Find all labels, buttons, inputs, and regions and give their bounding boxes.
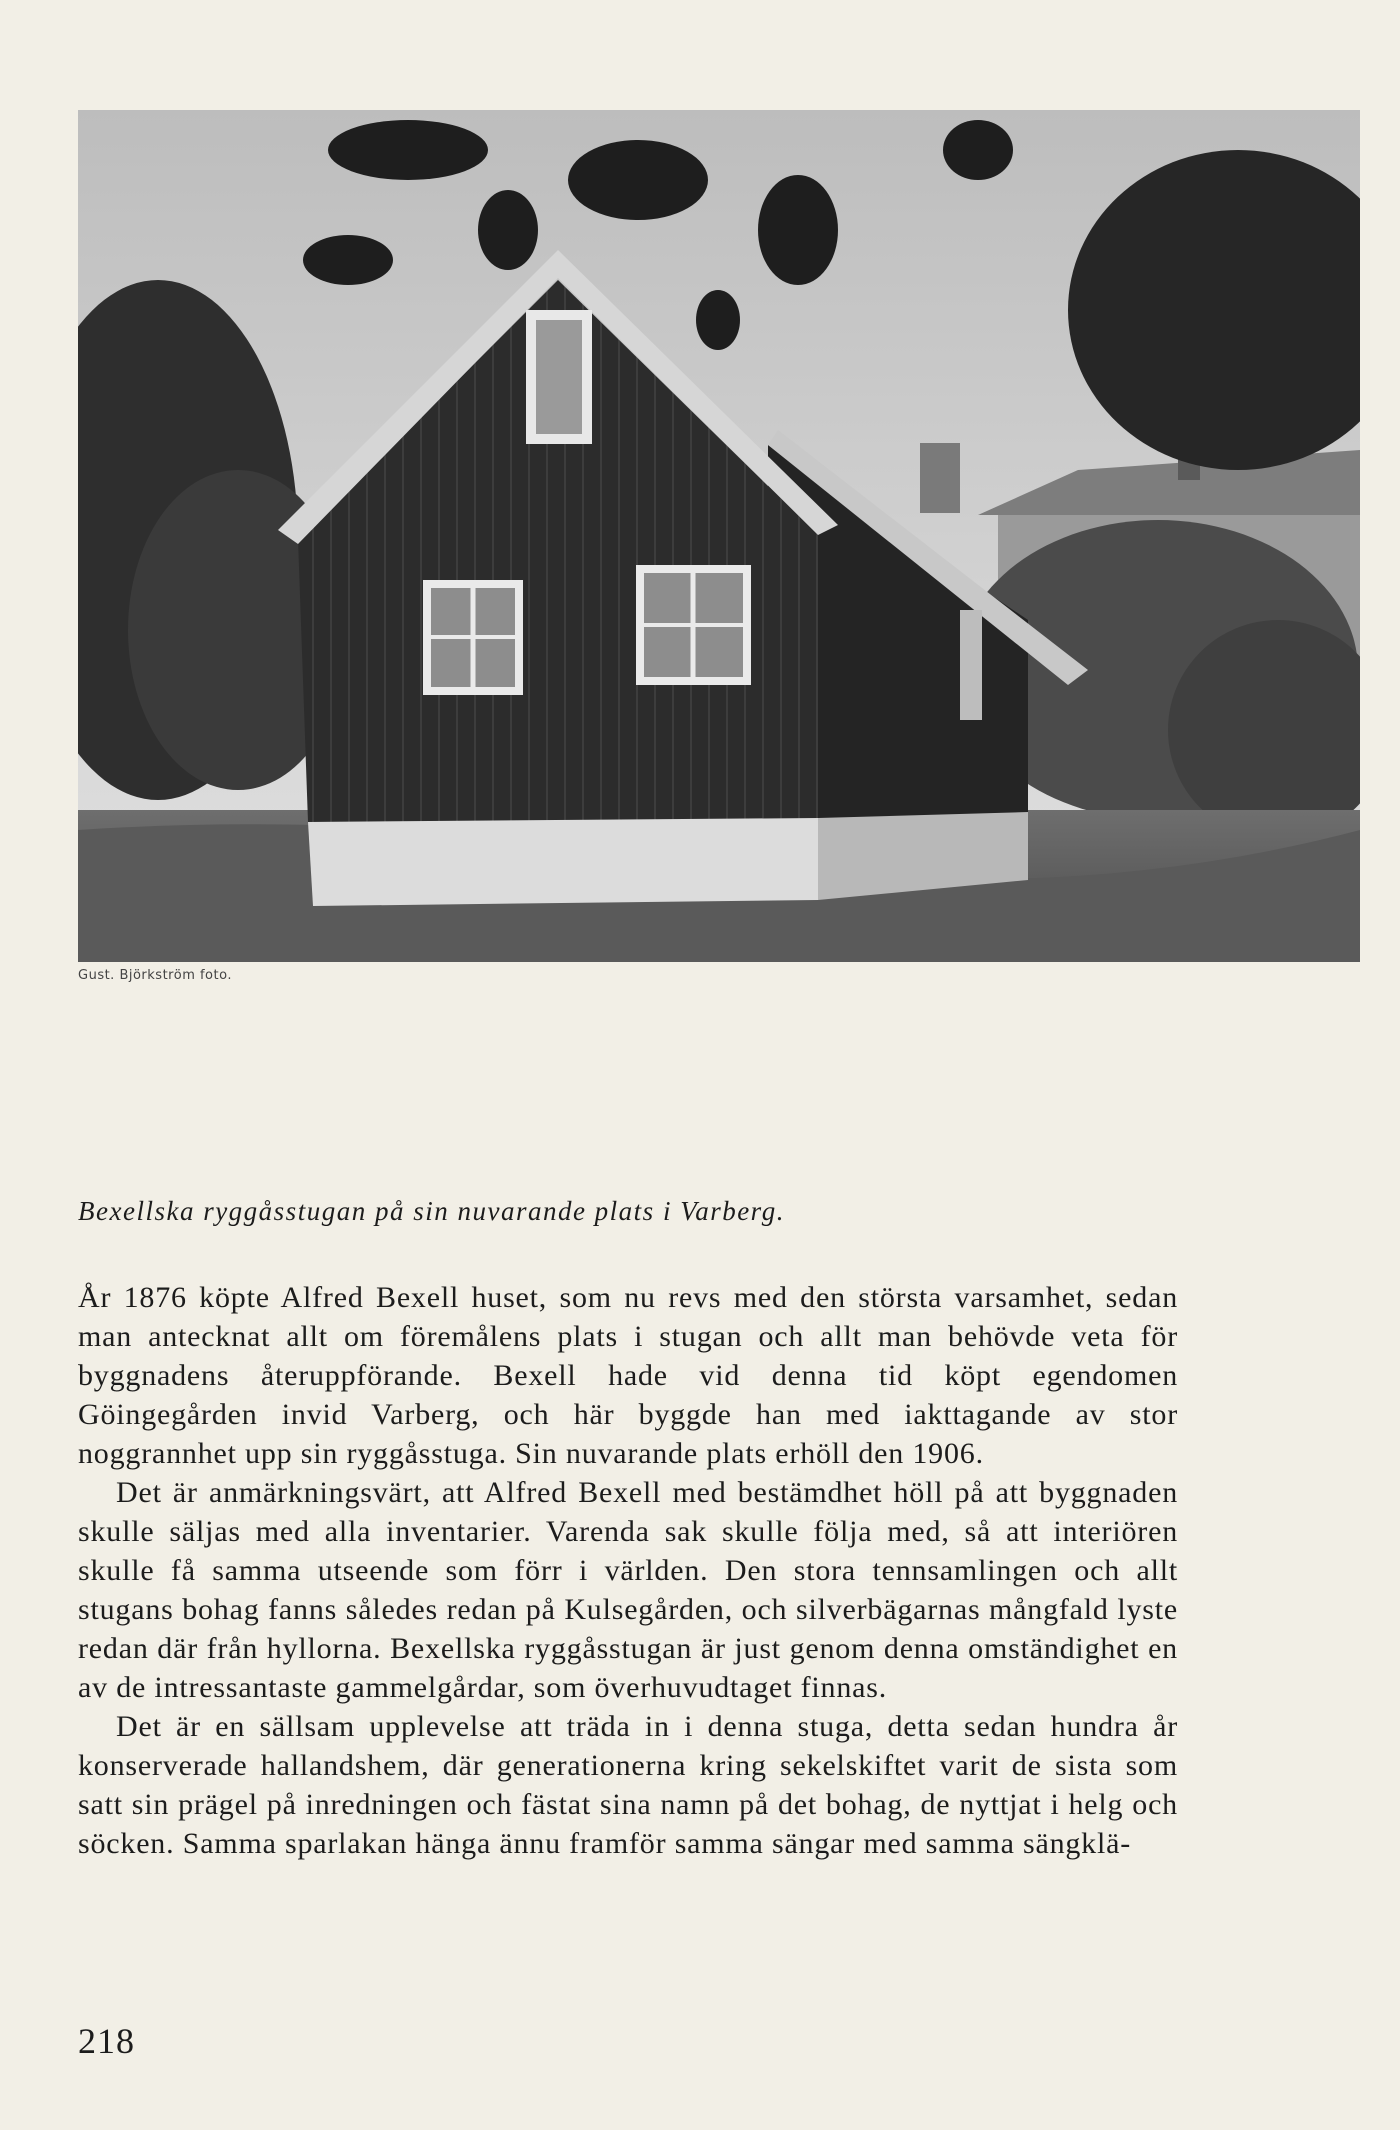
photo-credit: Gust. Björkström foto. <box>78 968 232 983</box>
photo-caption: Bexellska ryggåsstugan på sin nuvarande plats i Varberg. <box>78 1196 785 1226</box>
paragraph: Det är anmärkningsvärt, att Alfred Bexell med bestämdhet höll på att byggnaden skulle säljas med alla inventarier. Varenda sak skulle följa med, så att interiören skulle få samma utseende som förr i världen. Den stora tennsamlingen och allt stugans bohag fanns således redan på Kulsegården, och silverbägarnas mångfald lyste redan där från hyllorna. Bexellska ryggåsstugan är just genom denna omständighet en av de intressantaste gammelgårdar, som överhuvudtaget finnas. <box>78 1476 1178 1704</box>
house-illustration <box>78 110 1360 962</box>
house-photo <box>78 110 1360 962</box>
page-number: 218 <box>78 2021 135 2061</box>
paragraph: År 1876 köpte Alfred Bexell huset, som nu revs med den största varsamhet, sedan man antecknat allt om föremålens plats i stugan och allt man behövde veta för byggnadens återuppförande. Bexell hade vid denna tid köpt egendomen Göingegården invid Varberg, och här byggde han med iakttagande av stor noggrannhet upp sin ryggåsstuga. Sin nuvarande plats erhöll den 1906. <box>78 1281 1178 1470</box>
paragraph: Det är en sällsam upplevelse att träda in i denna stuga, detta sedan hundra år konserverade hallandshem, där generationerna kring sekelskiftet varit de sista som satt sin prägel på inredningen och fästat sina namn på det bohag, de nyttjat i helg och söcken. Samma sparlakan hänga ännu framför samma sängar med samma sängklä- <box>78 1710 1178 1860</box>
body-text <box>78 1278 1178 1863</box>
